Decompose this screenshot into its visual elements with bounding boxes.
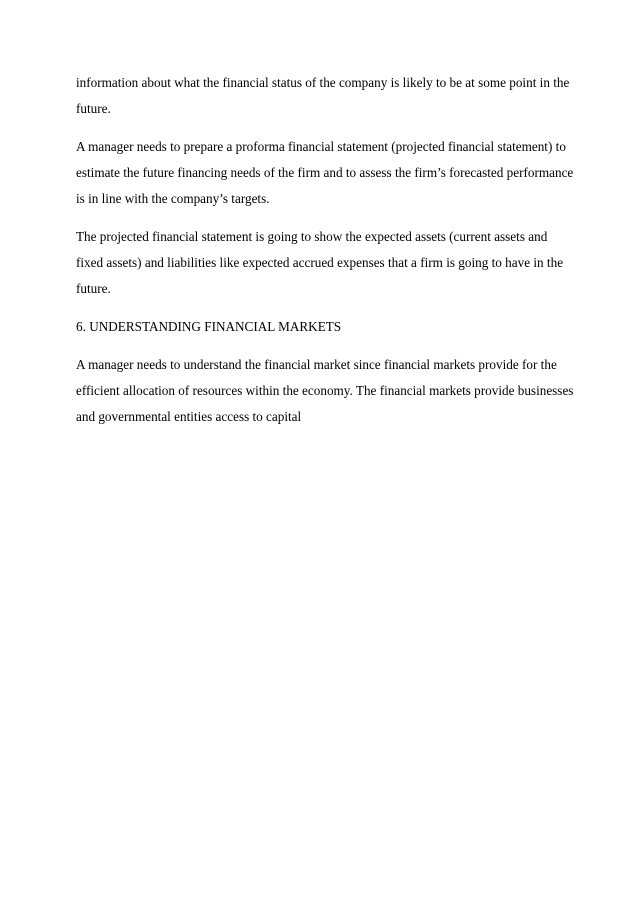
text-line: future. (76, 281, 111, 296)
text-line: estimate the future financing needs of the firm and to assess the firm’s forecasted performance (76, 165, 574, 180)
text-line: is in line with the company’s targets. (76, 191, 270, 206)
section-heading-text: 6. UNDERSTANDING FINANCIAL MARKETS (76, 319, 342, 334)
text-line: fixed assets) and liabilities like expected accrued expenses that a firm is going to have in the (76, 255, 564, 270)
text-line: A manager needs to understand the financial market since financial markets provide for the (76, 357, 557, 372)
text-line: The projected financial statement is going to show the expected assets (current assets and (76, 229, 548, 244)
text-line: and governmental entities access to capital (76, 409, 302, 424)
text-line: A manager needs to prepare a proforma financial statement (projected financial statement) to (76, 139, 566, 154)
text-line: information about what the financial status of the company is likely to be at some point in the (76, 75, 570, 90)
paragraph-future-status (76, 70, 576, 122)
document-body (76, 70, 576, 442)
text-line: efficient allocation of resources within the economy. The financial markets provide businesses (76, 383, 574, 398)
paragraph-proforma-statement (76, 134, 576, 212)
paragraph-projected-statement (76, 224, 576, 302)
paragraph-financial-markets (76, 352, 576, 430)
text-line: future. (76, 101, 111, 116)
section-heading (76, 314, 576, 340)
